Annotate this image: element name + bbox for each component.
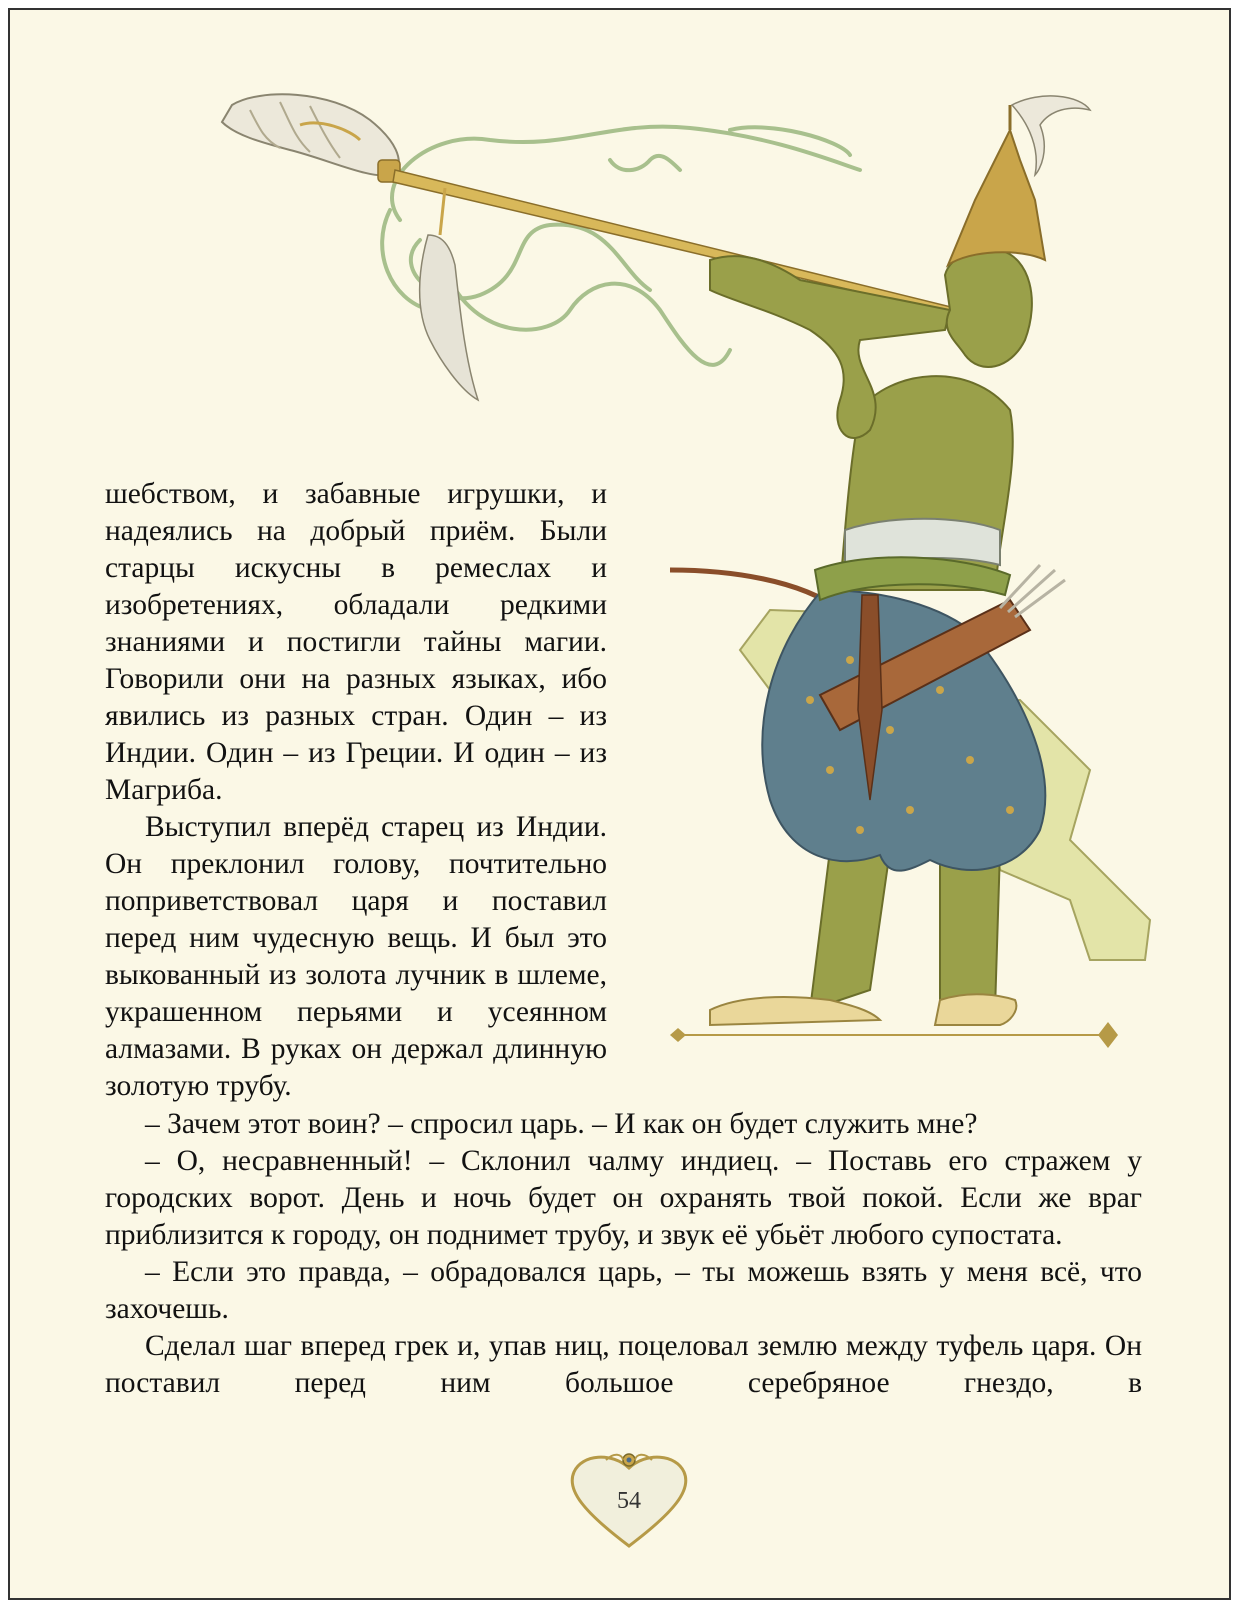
ribbon-decoration [382,127,860,365]
paragraph: – Если это правда, – обрадовался царь, – ты можешь взять у меня всё, что захочешь. [105,1256,1142,1325]
arrows [1000,565,1065,617]
green-sash [815,557,1010,600]
torso [840,376,1013,590]
slippers [710,997,880,1025]
trousers [762,590,1045,871]
belt [845,519,1000,570]
conch-shell [222,94,400,182]
paragraph: Сделал шаг вперед грек и, упав ниц, поцеловал землю между туфель царя. Он поставил перед ним большое серебряное гнездо, в [105,1330,1142,1399]
bow [670,570,840,610]
paragraph: – О, несравненный! – Склонил чалму индиец. – Поставь его стражем у городских ворот. День и ночь будет он охранять твой покой. Если же враг приблизится к городу, он поднимет трубу, и звук её убьёт любого супостата. [105,1145,1142,1251]
legs [810,850,890,1010]
paragraph: – Зачем этот воин? – спросил царь. – И как он будет служить мне? [145,1108,978,1140]
paragraph: Выступил вперёд старец из Индии. Он преклонил голову, почтительно поприветствовал царя и поставил перед ним чудесную вещь. И был это выкованный из золота лучник в шлеме, украшенном перьями и усеянном алмазами. В руках он держал длинную золотую трубу. [105,811,607,1102]
quiver [820,600,1030,730]
golden-crown [948,96,1090,265]
tassel [420,188,478,400]
full-width-text [105,1106,1142,1402]
ground-line [670,1022,1118,1048]
book-page [8,8,1231,1600]
column-text [105,476,607,1105]
page-number-cartouche [566,1446,692,1550]
shield-backdrop [740,610,1150,960]
golden-trumpet [393,170,957,315]
dagger [858,595,882,800]
head [945,249,1032,367]
page-number: 54 [617,1488,641,1514]
paragraph: шебством, и забавные игрушки, и надеялись на добрый приём. Были старцы искусны в ремеслах и изобретениях, обладали редкими знаниями и постигли тайны магии. Говорили они на разных языках, ибо явились из разных стран. Один – из Индии. Один – из Греции. И один – из Магриба. [105,478,607,806]
arms [710,256,950,438]
